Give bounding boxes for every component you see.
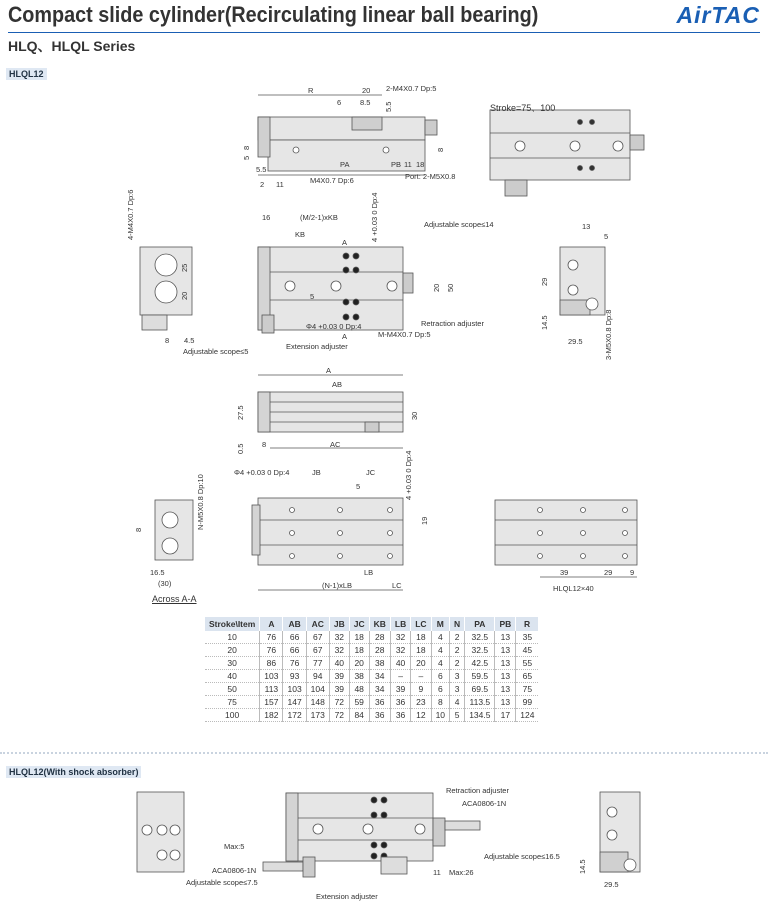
table-cell: 59	[349, 696, 369, 709]
table-cell: 30	[205, 657, 260, 670]
table-cell: 39	[329, 670, 349, 683]
end-view-right	[560, 247, 605, 315]
table-cell: 134.5	[465, 709, 495, 722]
table-cell: 36	[390, 696, 410, 709]
dim-8-e: 8	[134, 527, 143, 532]
table-cell: –	[390, 670, 410, 683]
dim-5-5: 5.5	[256, 165, 267, 174]
column-header: AB	[283, 617, 306, 631]
table-cell: 18	[349, 631, 369, 644]
note-port: Port: 2-M5X0.8	[405, 172, 456, 181]
dim-5-5-v: 5.5	[384, 101, 393, 112]
table-cell: 66	[283, 644, 306, 657]
lower-side-view	[252, 498, 403, 590]
table-cell: 50	[205, 683, 260, 696]
note-m-m4: M-M4X0.7 Dp:5	[378, 330, 431, 339]
dim-39: 39	[560, 568, 569, 577]
s-note-adjustable-16-5: Adjustable scope≤16.5	[484, 852, 560, 861]
table-cell: 34	[369, 670, 390, 683]
column-header: KB	[369, 617, 390, 631]
top-view-right	[490, 110, 644, 196]
table-cell: 32.5	[465, 631, 495, 644]
note-m4-dp5: 2-M4X0.7 Dp:5	[386, 84, 437, 93]
table-cell: 100	[205, 709, 260, 722]
note-phi4: Φ4 +0.03 0 Dp:4	[306, 322, 362, 331]
dim-lc: LC	[392, 581, 402, 590]
note-m5-dp8: 3-M5X0.8 Dp:8	[604, 309, 613, 360]
dim-25: 25	[180, 263, 189, 272]
section-tag-hlql12: HLQL12	[6, 68, 47, 80]
table-cell: 124	[516, 709, 539, 722]
table-cell: 59.5	[465, 670, 495, 683]
column-header: N	[450, 617, 465, 631]
dim-11-b: 11	[276, 180, 284, 189]
table-cell: 182	[260, 709, 283, 722]
table-cell: 32	[390, 644, 410, 657]
table-header-row	[205, 617, 538, 631]
table-cell: 6	[431, 670, 449, 683]
across-a-a: Across A-A	[152, 594, 197, 604]
section-a-top: A	[342, 238, 348, 247]
column-header: R	[516, 617, 539, 631]
s-dim-14-5: 14.5	[578, 859, 587, 874]
table-cell: 94	[306, 670, 329, 683]
table-cell: 66	[283, 631, 306, 644]
column-header: JB	[329, 617, 349, 631]
dim-16: 16	[262, 213, 271, 222]
dim-0-5: 0.5	[236, 443, 245, 454]
table-cell: 103	[260, 670, 283, 683]
column-header: PA	[465, 617, 495, 631]
table-cell: 20	[349, 657, 369, 670]
table-cell: 28	[369, 631, 390, 644]
table-cell: 28	[369, 644, 390, 657]
table-cell: 8	[431, 696, 449, 709]
note-4-m4-dp6: 4-M4X0.7 Dp:6	[126, 189, 135, 240]
dim-50: 50	[446, 283, 455, 292]
table-cell: 38	[369, 657, 390, 670]
table-row	[205, 631, 538, 644]
table-cell: 2	[450, 631, 465, 644]
dim-a: A	[326, 366, 332, 375]
column-header: JC	[349, 617, 369, 631]
table-cell: 4	[431, 631, 449, 644]
table-cell: 76	[260, 644, 283, 657]
column-header: AC	[306, 617, 329, 631]
shock-end-view-right	[600, 792, 640, 872]
note-adjustable-14: Adjustable scope≤14	[424, 220, 494, 229]
table-cell: 36	[390, 709, 410, 722]
dim-6: 6	[337, 98, 342, 107]
table-cell: 20	[205, 644, 260, 657]
table-cell: 86	[260, 657, 283, 670]
table-cell: 32	[329, 644, 349, 657]
note-adjustable-5: Adjustable scope≤5	[183, 347, 249, 356]
note-phi4-b: Φ4 +0.03 0 Dp:4	[234, 468, 290, 477]
table-cell: 67	[306, 631, 329, 644]
dim-r: R	[308, 86, 314, 95]
table-cell: 13	[495, 696, 516, 709]
dim-jc: JC	[366, 468, 376, 477]
section-a-bottom: A	[342, 332, 348, 341]
table-cell: 40	[205, 670, 260, 683]
s-dim-29-5: 29.5	[604, 880, 619, 889]
table-cell: 75	[205, 696, 260, 709]
dim-18: 18	[416, 160, 425, 169]
dim-30: 30	[410, 411, 419, 420]
note-extension: Extension adjuster	[286, 342, 348, 351]
dim-m2-kb: (M/2-1)xKB	[300, 213, 338, 222]
stroke-note: Stroke=75、100	[490, 103, 556, 113]
table-cell: 147	[283, 696, 306, 709]
dim-5-b: 5	[310, 292, 315, 301]
table-row	[205, 696, 538, 709]
airtac-logo: AirTAC	[676, 2, 760, 28]
note-m4-dp6: M4X0.7 Dp:6	[310, 176, 354, 185]
table-cell: 72	[329, 709, 349, 722]
table-cell: 32	[390, 631, 410, 644]
table-cell: 77	[306, 657, 329, 670]
dim-20-c: 20	[180, 291, 189, 300]
column-header: PB	[495, 617, 516, 631]
table-cell: 173	[306, 709, 329, 722]
dim-8-right: 8	[436, 147, 445, 152]
dim-8-d: 8	[262, 440, 267, 449]
dim-11: 11	[404, 160, 412, 169]
dim-13: 13	[582, 222, 591, 231]
table-cell: 42.5	[465, 657, 495, 670]
table-cell: 4	[431, 644, 449, 657]
table-cell: 3	[450, 670, 465, 683]
dim-20: 20	[362, 86, 371, 95]
table-row	[205, 657, 538, 670]
dim-jb: JB	[312, 468, 321, 477]
s-note-retraction: Retraction adjuster	[446, 786, 509, 795]
table-cell: 65	[516, 670, 539, 683]
dim-8-left: 8	[242, 145, 251, 150]
table-cell: 93	[283, 670, 306, 683]
table-cell: 76	[260, 631, 283, 644]
dim-30-paren: (30)	[158, 579, 172, 588]
table-cell: 32	[329, 631, 349, 644]
dim-2: 2	[260, 180, 265, 189]
table-cell: 35	[516, 631, 539, 644]
table-cell: 99	[516, 696, 539, 709]
table-cell: 10	[205, 631, 260, 644]
dim-pb: PB	[391, 160, 402, 169]
lower-side-view-40	[495, 500, 637, 577]
note-pin-dp4-b: 4 +0.03 0 Dp:4	[404, 450, 413, 500]
table-cell: 76	[283, 657, 306, 670]
table-cell: 32.5	[465, 644, 495, 657]
table-cell: 10	[431, 709, 449, 722]
table-cell: 5	[450, 709, 465, 722]
dim-ab: AB	[332, 380, 343, 389]
table-cell: 84	[349, 709, 369, 722]
dimension-table	[205, 617, 539, 722]
table-cell: 17	[495, 709, 516, 722]
table-cell: 20	[411, 657, 431, 670]
dim-9: 9	[630, 568, 635, 577]
table-cell: 69.5	[465, 683, 495, 696]
table-cell: 40	[329, 657, 349, 670]
column-header: M	[431, 617, 449, 631]
table-cell: 48	[349, 683, 369, 696]
s-dim-max26: Max:26	[449, 868, 474, 877]
table-cell: 12	[411, 709, 431, 722]
dim-5-d: 5	[356, 482, 361, 491]
table-cell: 23	[411, 696, 431, 709]
table-cell: 75	[516, 683, 539, 696]
table-cell: 36	[369, 709, 390, 722]
table-row	[205, 709, 538, 722]
table-row	[205, 644, 538, 657]
table-cell: 148	[306, 696, 329, 709]
table-row	[205, 670, 538, 683]
dim-19: 19	[420, 516, 429, 525]
note-retraction: Retraction adjuster	[421, 319, 484, 328]
table-cell: 13	[495, 670, 516, 683]
main-top-view	[258, 247, 413, 333]
dim-20-b: 20	[432, 283, 441, 292]
series-subtitle: HLQ、HLQL Series	[8, 38, 136, 54]
note-pin-dp4: 4 +0.03 0 Dp:4	[370, 192, 379, 242]
table-cell: 55	[516, 657, 539, 670]
s-note-aca-right: ACA0806-1N	[462, 799, 507, 808]
dim-16-5: 16.5	[150, 568, 165, 577]
table-cell: 104	[306, 683, 329, 696]
table-cell: 6	[431, 683, 449, 696]
dim-pa: PA	[340, 160, 350, 169]
dim-27-5: 27.5	[236, 405, 245, 420]
dim-29-5: 29.5	[568, 337, 583, 346]
dim-14-5: 14.5	[540, 315, 549, 330]
table-cell: 113	[260, 683, 283, 696]
table-cell: 18	[349, 644, 369, 657]
shock-main-view	[263, 793, 480, 877]
table-cell: 2	[450, 657, 465, 670]
s-note-aca-left: ACA0806-1N	[212, 866, 257, 875]
dim-4-5: 4.5	[184, 336, 195, 345]
s-dim-11: 11	[433, 868, 441, 877]
dim-8-5: 8.5	[360, 98, 371, 107]
dim-ac: AC	[330, 440, 341, 449]
dim-kb: KB	[295, 230, 306, 239]
table-cell: 45	[516, 644, 539, 657]
dim-8-c: 8	[165, 336, 170, 345]
column-header: LC	[411, 617, 431, 631]
dim-5-c: 5	[604, 232, 609, 241]
column-header: Stroke\Item	[205, 617, 260, 631]
dim-lb: LB	[364, 568, 374, 577]
column-header: A	[260, 617, 283, 631]
table-body	[205, 631, 538, 722]
table-cell: 13	[495, 683, 516, 696]
shock-end-view-left	[137, 792, 184, 872]
dim-5: 5	[242, 155, 251, 160]
s-note-extension: Extension adjuster	[316, 892, 378, 901]
table-cell: 18	[411, 644, 431, 657]
table-cell: 34	[369, 683, 390, 696]
dim-29-b: 29	[604, 568, 613, 577]
table-cell: 2	[450, 644, 465, 657]
table-cell: 38	[349, 670, 369, 683]
section-divider	[0, 752, 768, 754]
table-row	[205, 683, 538, 696]
table-cell: 13	[495, 657, 516, 670]
s-dim-max5: Max:5	[224, 842, 245, 851]
table-cell: 157	[260, 696, 283, 709]
page-title: Compact slide cylinder(Recirculating linear ball bearing)	[8, 2, 539, 27]
label-hlql12x40: HLQL12×40	[553, 584, 594, 593]
note-n-m5: N-M5X0.8 Dp:10	[196, 474, 205, 530]
table-cell: 13	[495, 644, 516, 657]
end-view-lower-left	[155, 500, 193, 560]
s-note-adjustable-7-5: Adjustable scope≤7.5	[186, 878, 258, 887]
table-cell: –	[411, 670, 431, 683]
end-view-left	[140, 247, 192, 330]
section-tag-shock: HLQL12(With shock absorber)	[6, 766, 141, 778]
table-cell: 18	[411, 631, 431, 644]
table-cell: 103	[283, 683, 306, 696]
table-cell: 40	[390, 657, 410, 670]
dim-n1-lb: (N-1)xLB	[322, 581, 353, 590]
column-header: LB	[390, 617, 410, 631]
middle-side-view	[258, 375, 403, 448]
table-cell: 4	[450, 696, 465, 709]
table-cell: 13	[495, 631, 516, 644]
table-cell: 36	[369, 696, 390, 709]
table-cell: 39	[329, 683, 349, 696]
table-cell: 172	[283, 709, 306, 722]
table-cell: 39	[390, 683, 410, 696]
table-cell: 113.5	[465, 696, 495, 709]
table-cell: 3	[450, 683, 465, 696]
table-cell: 4	[431, 657, 449, 670]
dim-29: 29	[540, 277, 549, 286]
table-cell: 72	[329, 696, 349, 709]
table-cell: 9	[411, 683, 431, 696]
table-cell: 67	[306, 644, 329, 657]
